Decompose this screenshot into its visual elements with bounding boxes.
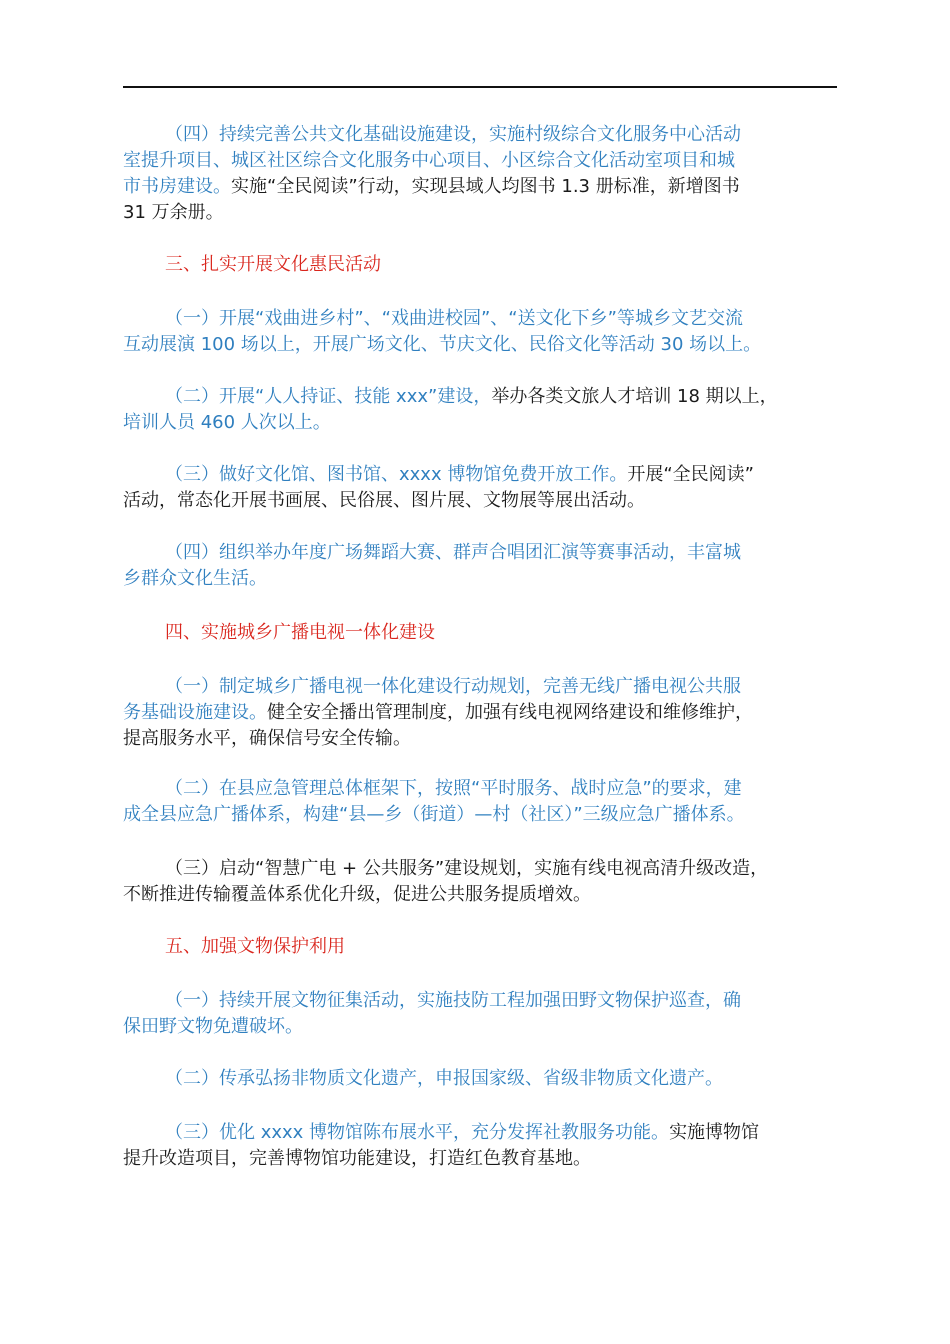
paragraph-line: （一）开展“戏曲进乡村”、“戏曲进校园”、“送文化下乡”等城乡文艺交流 <box>165 308 743 329</box>
paragraph-line: （一）持续开展文物征集活动，实施技防工程加强田野文物保护巡查，确 <box>165 990 741 1011</box>
paragraph-line: 成全县应急广播体系，构建“县—乡（街道）—村（社区）”三级应急广播体系。 <box>123 804 745 825</box>
paragraph-line <box>123 1120 837 1146</box>
paragraph-line: （四）组织举办年度广场舞蹈大赛、群声合唱团汇演等赛事活动，丰富城 <box>165 542 741 563</box>
paragraph-exchange-performances <box>123 306 837 358</box>
section-heading-5: 五、加强文物保护利用 <box>165 936 345 957</box>
paragraph-line: 活动，常态化开展书画展、民俗展、图片展、文物展等展出活动。 <box>123 490 645 511</box>
paragraph-line: （一）制定城乡广播电视一体化建设行动规划，完善无线广播电视公共服 <box>165 676 741 697</box>
paragraph-competitions <box>123 540 837 592</box>
paragraph-relic-collection <box>123 988 837 1040</box>
paragraph-line: 提升改造项目，完善博物馆功能建设，打造红色教育基地。 <box>123 1148 591 1169</box>
paragraph-free-opening <box>123 462 837 514</box>
paragraph-intangible-heritage <box>123 1066 837 1092</box>
text-span: 实施“全民阅读”行动，实现县域人均图书 1.3 册标准，新增图书 <box>231 176 740 197</box>
section-heading-4: 四、实施城乡广播电视一体化建设 <box>165 622 435 643</box>
paragraph-line: 互动展演 100 场以上，开展广场文化、节庆文化、民俗文化等活动 30 场以上。 <box>123 334 762 355</box>
paragraph-line: （三）启动“智慧广电 + 公共服务”建设规划，实施有线电视高清升级改造， <box>165 858 769 879</box>
paragraph-line: （二）传承弘扬非物质文化遗产，申报国家级、省级非物质文化遗产。 <box>165 1068 723 1089</box>
text-span: （二）开展“人人持证、技能 xxx”建设， <box>165 386 492 407</box>
paragraph-emergency-broadcast <box>123 776 837 828</box>
paragraph-line: （四）持续完善公共文化基础设施建设，实施村级综合文化服务中心活动 <box>165 124 741 145</box>
paragraph-line: 培训人员 460 人次以上。 <box>123 412 331 433</box>
paragraph-museum-upgrade <box>123 1120 837 1172</box>
text-span: 市书房建设。 <box>123 176 231 197</box>
paragraph-talent-training <box>123 384 837 436</box>
paragraph-line: 保田野文物免遭破坏。 <box>123 1016 303 1037</box>
paragraph-line: 室提升项目、城区社区综合文化服务中心项目、小区综合文化活动室项目和城 <box>123 150 735 171</box>
text-span: 务基础设施建设。 <box>123 702 267 723</box>
paragraph-line: （二）在县应急管理总体框架下，按照“平时服务、战时应急”的要求，建 <box>165 778 742 799</box>
text-span: （三）优化 xxxx 博物馆陈布展水平，充分发挥社教服务功能。 <box>165 1122 670 1143</box>
paragraph-line <box>123 700 837 726</box>
section-heading-3: 三、扎实开展文化惠民活动 <box>165 254 381 275</box>
paragraph-line: 31 万余册。 <box>123 202 224 223</box>
paragraph-smart-broadcast <box>123 856 837 908</box>
header-rule <box>123 86 837 88</box>
paragraph-line: 不断推进传输覆盖体系优化升级，促进公共服务提质增效。 <box>123 884 591 905</box>
paragraph-line <box>123 384 837 410</box>
paragraph-line <box>123 174 837 200</box>
paragraph-line <box>123 462 837 488</box>
text-span: 实施博物馆 <box>669 1122 760 1143</box>
text-span: 举办各类文旅人才培训 18 期以上， <box>491 386 778 407</box>
paragraph-broadcast-planning <box>123 674 837 752</box>
paragraph-line: 提高服务水平，确保信号安全传输。 <box>123 728 411 749</box>
paragraph-line: 乡群众文化生活。 <box>123 568 267 589</box>
text-span: 开展“全民阅读” <box>627 464 754 485</box>
text-span: （三）做好文化馆、图书馆、xxxx 博物馆免费开放工作。 <box>165 464 628 485</box>
text-span: 健全安全播出管理制度，加强有线电视网络建设和维修维护， <box>267 702 753 723</box>
paragraph-public-culture-infrastructure <box>123 122 837 226</box>
